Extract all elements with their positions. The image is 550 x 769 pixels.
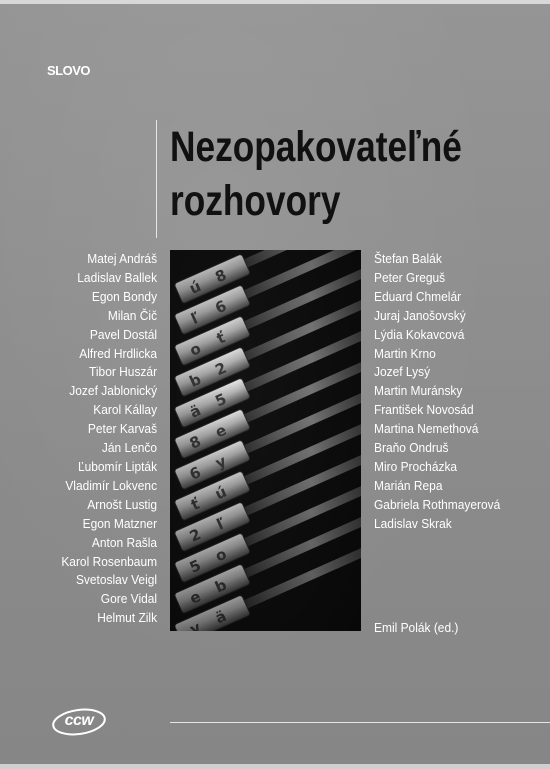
- interviewee-name: Jozef Jablonický: [69, 383, 157, 399]
- interviewee-name: Tibor Huszár: [88, 364, 157, 380]
- book-title: [170, 120, 462, 228]
- title-line-1: Nezopakovateľné: [170, 123, 462, 171]
- interviewer-name: Juraj Janošovský: [374, 307, 466, 323]
- interviewer-name: Miro Procházka: [374, 458, 458, 474]
- interviewee-list: [53, 250, 157, 628]
- interviewee-name: Matej Andráš: [87, 251, 157, 266]
- interviewee-name: Gore Vidal: [100, 591, 157, 607]
- interviewee-name: Ladislav Ballek: [77, 269, 157, 285]
- interviewer-name: Peter Greguš: [374, 269, 446, 285]
- interviewer-name: Jozef Lysý: [374, 364, 431, 380]
- interviewee-name: Egon Bondy: [91, 288, 157, 304]
- interviewee-name: Ľubomír Lipták: [77, 458, 157, 474]
- typewriter-keys-image: [170, 250, 361, 631]
- interviewer-name: Gabriela Rothmayerová: [374, 496, 501, 512]
- interviewee-name: Karol Kállay: [93, 402, 157, 418]
- ccw-logo: [50, 707, 108, 737]
- interviewee-name: Arnošt Lustig: [87, 496, 157, 512]
- interviewer-name: Martin Krno: [374, 345, 436, 361]
- vertical-divider: [156, 120, 157, 238]
- interviewee-name: Pavel Dostál: [89, 326, 157, 342]
- interviewee-name: Ján Lenčo: [101, 440, 157, 456]
- interviewee-name: Peter Karvaš: [87, 421, 157, 437]
- interviewer-name: Marián Repa: [374, 477, 443, 493]
- interviewer-name: Braňo Ondruš: [374, 440, 449, 456]
- interviewee-name: Egon Matzner: [82, 515, 157, 531]
- interviewee-name: Svetoslav Veigl: [75, 572, 157, 588]
- ccw-logo-text: ccw: [64, 712, 94, 729]
- interviewer-list: [374, 250, 511, 534]
- title-line-2: rozhovory: [170, 177, 341, 225]
- horizontal-divider: [170, 722, 550, 723]
- cover-bottom-edge: [0, 764, 550, 769]
- interviewee-name: Milan Čič: [107, 307, 157, 323]
- interviewee-name: Anton Rašla: [91, 534, 157, 550]
- cover-top-edge: [0, 0, 550, 4]
- interviewer-name: Lýdia Kokavcová: [374, 326, 465, 342]
- interviewer-name: Štefan Balák: [374, 251, 442, 266]
- interviewer-name: Eduard Chmelár: [374, 288, 462, 304]
- interviewer-name: Ladislav Skrak: [374, 515, 452, 531]
- interviewee-name: Helmut Zilk: [97, 610, 157, 626]
- typewriter-keys-photo: [170, 250, 361, 631]
- interviewer-name: František Novosád: [374, 402, 474, 418]
- publisher-logo: SLOVO: [47, 63, 91, 78]
- interviewee-name: Alfred Hrdlicka: [79, 345, 157, 361]
- interviewee-name: Karol Rosenbaum: [61, 553, 157, 569]
- interviewer-name: Martin Muránsky: [374, 383, 463, 399]
- editor-credit: Emil Polák (ed.): [374, 620, 459, 635]
- interviewer-name: Martina Nemethová: [374, 421, 479, 437]
- interviewee-name: Vladimír Lokvenc: [65, 477, 157, 493]
